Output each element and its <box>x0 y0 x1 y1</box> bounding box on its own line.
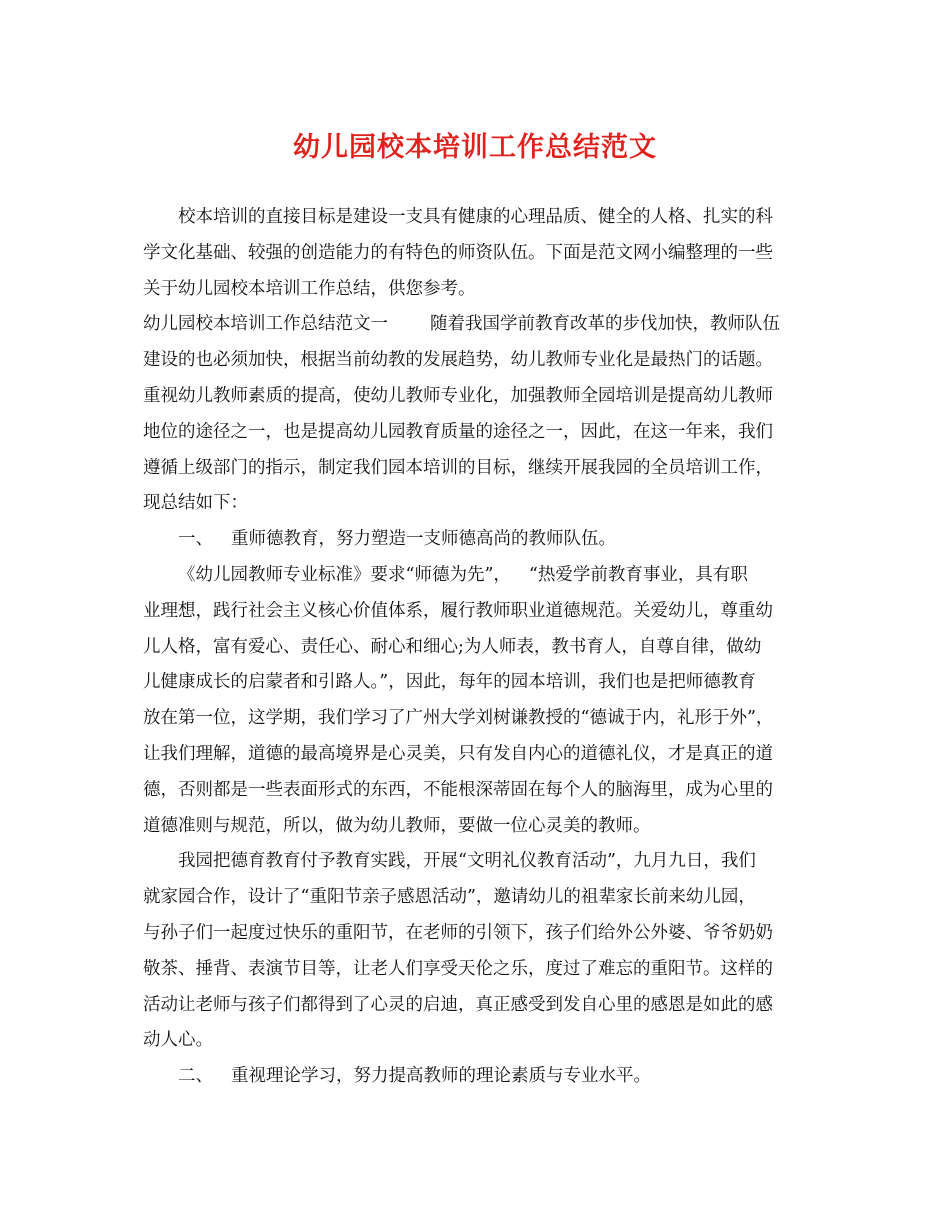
text-line: 放在第一位，这学期，我们学习了广州大学刘树谦教授的“德诚于内，礼形于外”， <box>143 708 774 729</box>
text-fragment: “热爱学前教育事业，具有职 <box>528 564 748 585</box>
text-line: 敬茶、捶背、表演节目等，让老人们享受天伦之乐，度过了难忘的重阳节。这样的 <box>143 958 773 979</box>
text-line: 学文化基础、较强的创造能力的有特色的师资队伍。下面是范文网小编整理的一些 <box>143 242 773 263</box>
section-title: 重师德教育，努力塑造一支师德高尚的教师队伍。 <box>231 529 616 550</box>
text-line: 重视幼儿教师素质的提高，使幼儿教师专业化，加强教师全园培训是提高幼儿教师 <box>143 385 773 406</box>
text-line: 与孙子们一起度过快乐的重阳节，在老师的引领下，孩子们给外公外婆、爷爷奶奶 <box>143 922 773 943</box>
text-line: 业理想，践行社会主义核心价值体系，履行教师职业道德规范。关爱幼儿，尊重幼 <box>143 600 773 621</box>
text-line-with-heading <box>143 307 813 343</box>
text-line: 遵循上级部门的指示，制定我们园本培训的目标，继续开展我园的全员培训工作， <box>143 457 773 478</box>
text-line: 我园把德育教育付予教育实践，开展“文明礼仪教育活动”，九月九日，我们 <box>178 851 756 872</box>
section-heading: 幼儿园校本培训工作总结范文一 <box>143 314 388 335</box>
text-line: 让我们理解，道德的最高境界是心灵美，只有发自内心的道德礼仪，才是真正的道 <box>143 743 773 764</box>
text-line: 儿人格，富有爱心、责任心、耐心和细心;为人师表，教书育人，自尊自律，做幼 <box>143 636 762 657</box>
text-line: 现总结如下： <box>143 493 248 514</box>
text-line: 关于幼儿园校本培训工作总结，供您参考。 <box>143 278 476 299</box>
text-line: 德，否则都是一些表面形式的东西，不能根深蒂固在每个人的脑海里，成为心里的 <box>143 779 773 800</box>
document-title: 幼儿园校本培训工作总结范文 <box>293 132 657 163</box>
text-line: 活动让老师与孩子们都得到了心灵的启迪，真正感受到发自心里的感恩是如此的感 <box>143 994 773 1015</box>
text-line <box>143 558 813 594</box>
section-number: 一、 <box>178 529 213 550</box>
text-fragment: 随着我国学前教育改革的步伐加快，教师队伍 <box>430 314 780 335</box>
section-title: 重视理论学习，努力提高教师的理论素质与专业水平。 <box>231 1066 651 1087</box>
text-fragment: 《幼儿园教师专业标准》要求“师德为先”， <box>178 564 511 585</box>
text-line: 儿健康成长的启蒙者和引路人。”，因此，每年的园本培训，我们也是把师德教育 <box>143 672 756 693</box>
section-number: 二、 <box>178 1066 213 1087</box>
text-line: 道德准则与规范，所以，做为幼儿教师，要做一位心灵美的教师。 <box>143 815 651 836</box>
text-line: 地位的途径之一，也是提高幼儿园教育质量的途径之一，因此，在这一年来，我们 <box>143 421 773 442</box>
section-title-line <box>143 1059 813 1095</box>
text-line: 动人心。 <box>143 1030 213 1051</box>
text-line: 校本培训的直接目标是建设一支具有健康的心理品质、健全的人格、扎实的科 <box>178 207 773 227</box>
text-line: 建设的也必须加快，根据当前幼教的发展趋势，幼儿教师专业化是最热门的话题。 <box>143 350 773 371</box>
section-title-line <box>143 522 813 558</box>
document-body <box>143 200 813 1095</box>
text-line: 就家园合作，设计了“重阳节亲子感恩活动”，邀请幼儿的祖辈家长前来幼儿园， <box>143 887 756 908</box>
